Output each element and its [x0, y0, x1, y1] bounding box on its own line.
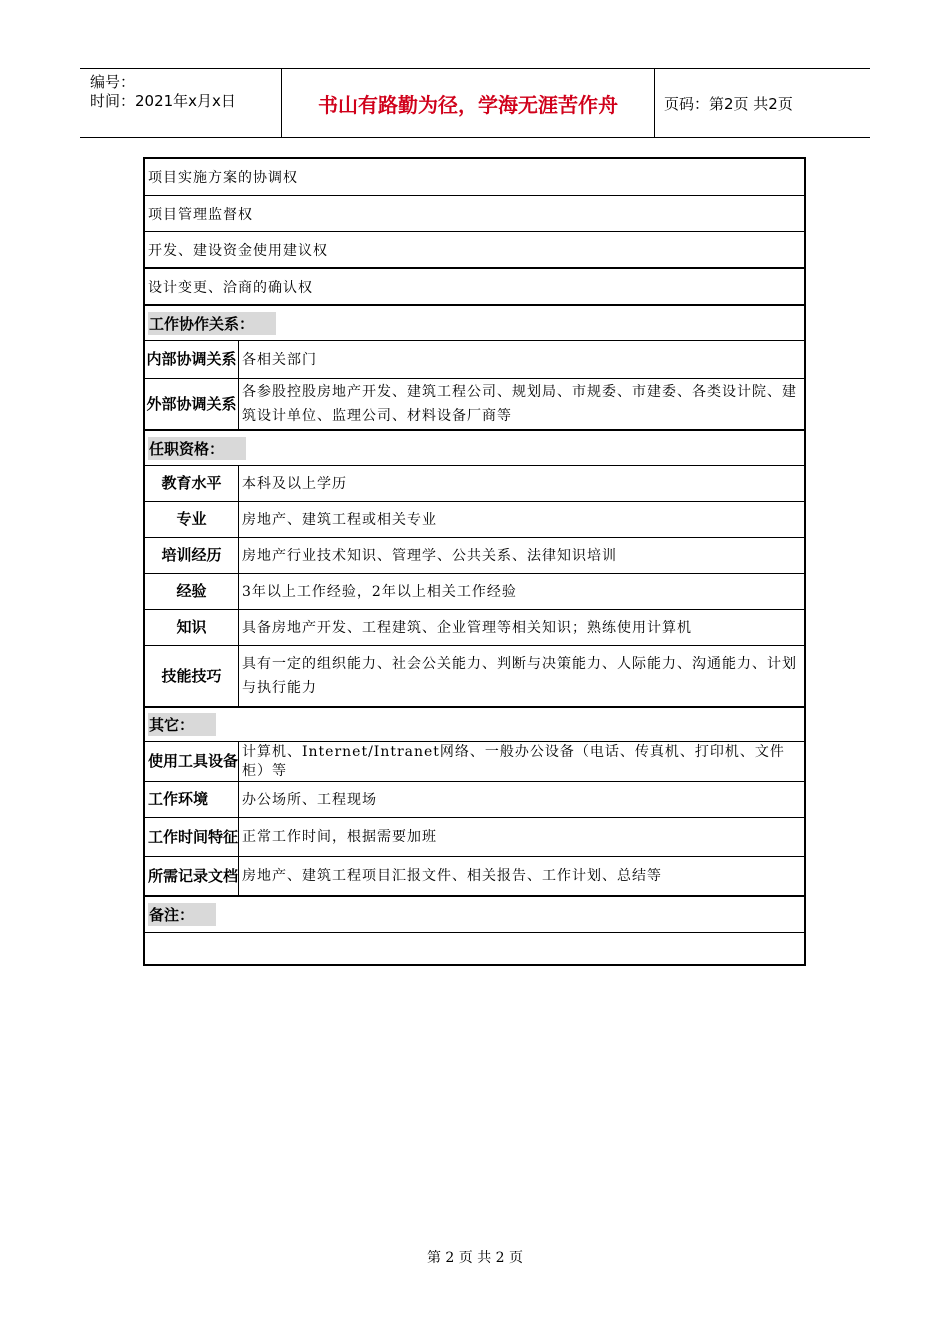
qualification-value: 具有一定的组织能力、社会公关能力、判断与决策能力、人际能力、沟通能力、计划与执行能力	[242, 656, 797, 696]
qualification-label: 技能技巧	[145, 646, 239, 706]
other-row	[145, 782, 804, 818]
page-label: 页码：第2页 共2页	[664, 94, 793, 113]
qualifications-title: 任职资格：	[148, 437, 246, 460]
other-title: 其它：	[148, 713, 216, 736]
job-description-table	[143, 157, 806, 966]
other-value: 办公场所、工程现场	[242, 791, 377, 808]
other-value: 计算机、Internet/Intranet网络、一般办公设备（电话、传真机、打印机、文件柜）等	[242, 743, 785, 779]
other-label: 工作环境	[145, 782, 239, 817]
other-row	[145, 742, 804, 782]
other-section-header	[145, 708, 804, 742]
internal-label: 内部协调关系	[145, 341, 239, 378]
authority-row	[145, 269, 804, 306]
other-row	[145, 818, 804, 857]
time-label: 时间：2021年x月x日	[90, 92, 236, 110]
qualification-label: 教育水平	[145, 466, 239, 501]
number-label: 编号：	[90, 73, 136, 91]
qualification-row	[145, 574, 804, 610]
authority-row	[145, 196, 804, 232]
other-label: 使用工具设备	[145, 742, 239, 781]
authority-text: 项目管理监督权	[148, 206, 253, 223]
motto: 书山有路勤为径，学海无涯苦作舟	[282, 69, 655, 137]
qualification-row	[145, 466, 804, 502]
qualification-label: 知识	[145, 610, 239, 645]
other-value: 正常工作时间，根据需要加班	[242, 829, 437, 845]
header-meta	[80, 69, 282, 137]
authority-row	[145, 232, 804, 269]
qualification-value: 3年以上工作经验，2年以上相关工作经验	[242, 583, 517, 600]
other-label: 所需记录文档	[145, 857, 239, 895]
remarks-section-header	[145, 897, 804, 933]
qualification-label: 经验	[145, 574, 239, 609]
qualification-label: 专业	[145, 502, 239, 537]
authority-text: 项目实施方案的协调权	[148, 170, 298, 186]
qualification-row	[145, 502, 804, 538]
internal-value: 各相关部门	[242, 351, 317, 368]
remarks-value	[145, 933, 804, 964]
authority-text: 设计变更、洽商的确认权	[148, 279, 313, 296]
authority-text: 开发、建设资金使用建议权	[148, 242, 328, 259]
qualification-row	[145, 646, 804, 708]
internal-relations-row	[145, 341, 804, 379]
external-value: 各参股控股房地产开发、建筑工程公司、规划局、市规委、市建委、各类设计院、建筑设计单位、监理公司、材料设备厂商等	[242, 384, 797, 424]
other-row	[145, 857, 804, 897]
other-value: 房地产、建筑工程项目汇报文件、相关报告、工作计划、总结等	[242, 868, 662, 884]
qualification-value: 房地产行业技术知识、管理学、公共关系、法律知识培训	[242, 547, 617, 564]
qualification-value: 房地产、建筑工程或相关专业	[242, 511, 437, 528]
qualifications-section-header	[145, 431, 804, 466]
qualification-value: 本科及以上学历	[242, 475, 347, 492]
remarks-row	[145, 933, 804, 964]
relations-section-header	[145, 306, 804, 341]
other-label: 工作时间特征	[145, 818, 239, 856]
authority-row	[145, 159, 804, 196]
qualification-row	[145, 538, 804, 574]
page-footer: 第 2 页 共 2 页	[426, 1250, 524, 1266]
external-relations-row	[145, 379, 804, 431]
qualification-row	[145, 610, 804, 646]
relations-title: 工作协作关系：	[148, 312, 276, 335]
remarks-title: 备注：	[148, 903, 216, 926]
external-label: 外部协调关系	[145, 379, 239, 429]
qualification-label: 培训经历	[145, 538, 239, 573]
page-header	[80, 68, 870, 138]
qualification-value: 具备房地产开发、工程建筑、企业管理等相关知识；熟练使用计算机	[242, 619, 692, 636]
